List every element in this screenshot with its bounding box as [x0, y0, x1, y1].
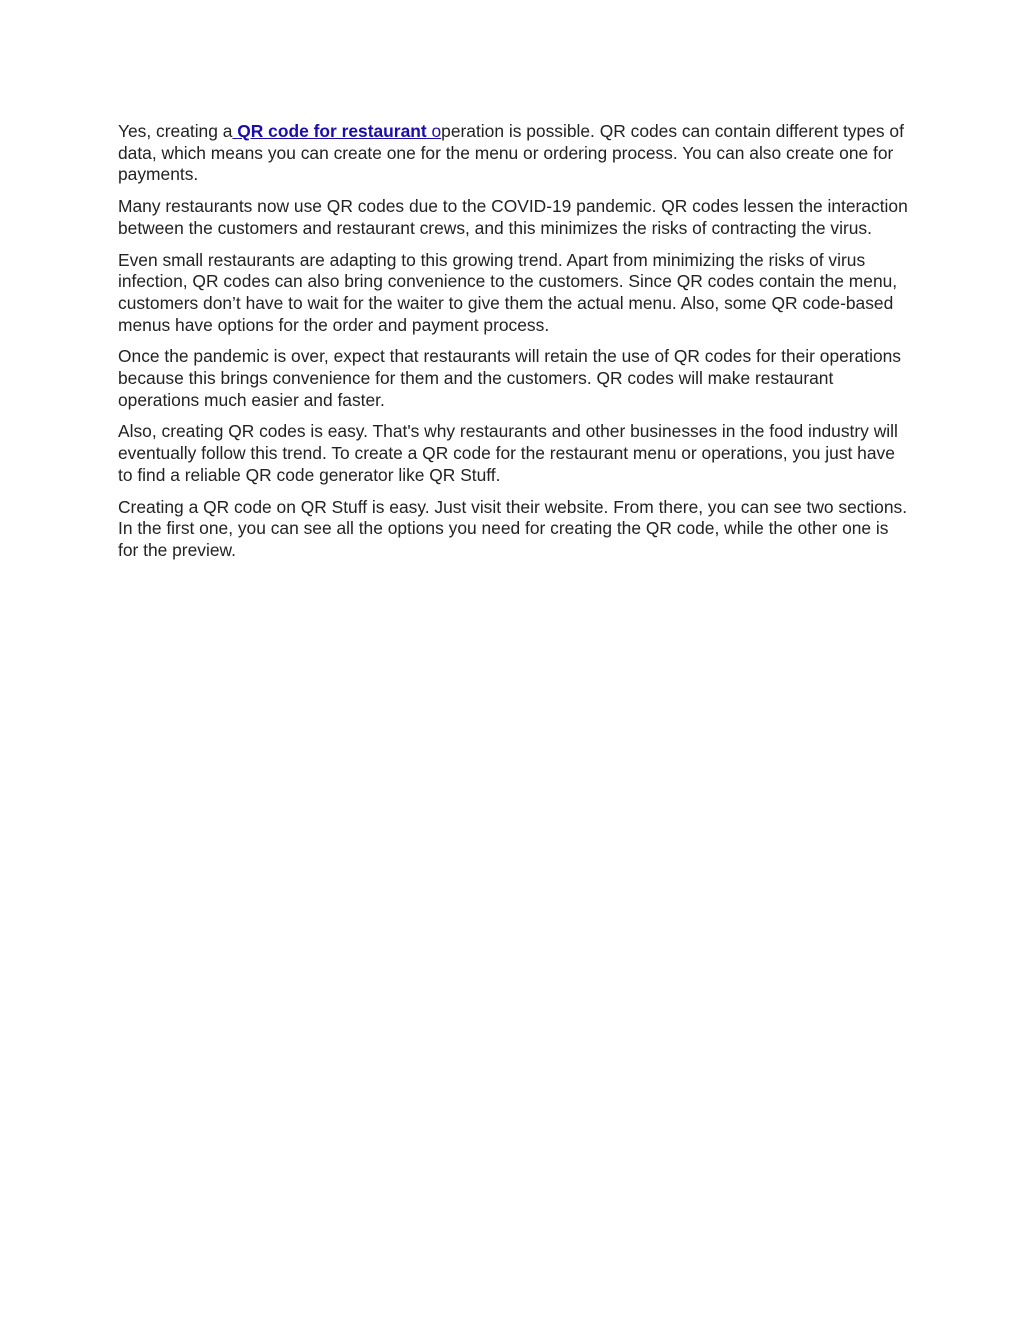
paragraph-qr-stuff: Creating a QR code on QR Stuff is easy. Just visit their website. From there, you can see two sections. In the first one, you can see all the options you need for creating the QR code, while the other one is for the preview.: [118, 496, 908, 560]
paragraph-small-restaurants: Even small restaurants are adapting to this growing trend. Apart from minimizing the risks of virus infection, QR codes can also bring convenience to the customers. Since QR codes contain the menu, customers don’t have to wait for the waiter to give them the actual menu. Also, some QR code-based menus have options for the order and payment process.: [118, 249, 898, 335]
qr-code-for-restaurant-link[interactable]: [232, 121, 441, 141]
paragraph-after-pandemic: Once the pandemic is over, expect that restaurants will retain the use of QR codes for their operations because this brings convenience for them and the customers. QR codes will make restaurant operations much easier and faster.: [118, 346, 901, 410]
link-trailing-text: o: [426, 121, 442, 141]
paragraph-intro-lead: Yes, creating a: [118, 121, 233, 141]
paragraph-easy-creation: Also, creating QR codes is easy. That's why restaurants and other businesses in the food industry will eventually follow this trend. To create a QR code for the restaurant menu or operations, you just have to find a reliable QR code generator like QR Stuff.: [118, 421, 898, 485]
paragraph-covid: Many restaurants now use QR codes due to the COVID-19 pandemic. QR codes lessen the interaction between the customers and restaurant crews, and this minimizes the risks of contracting the virus.: [118, 196, 908, 238]
paragraph-intro: [118, 121, 908, 186]
paragraph-intro-rest: peration is possible. QR codes can contain different types of data, which means you can create one for the menu or ordering process. You can also create one for payments.: [118, 121, 904, 185]
document-body: [118, 121, 908, 572]
link-bold-text: QR code for restaurant: [237, 121, 427, 141]
